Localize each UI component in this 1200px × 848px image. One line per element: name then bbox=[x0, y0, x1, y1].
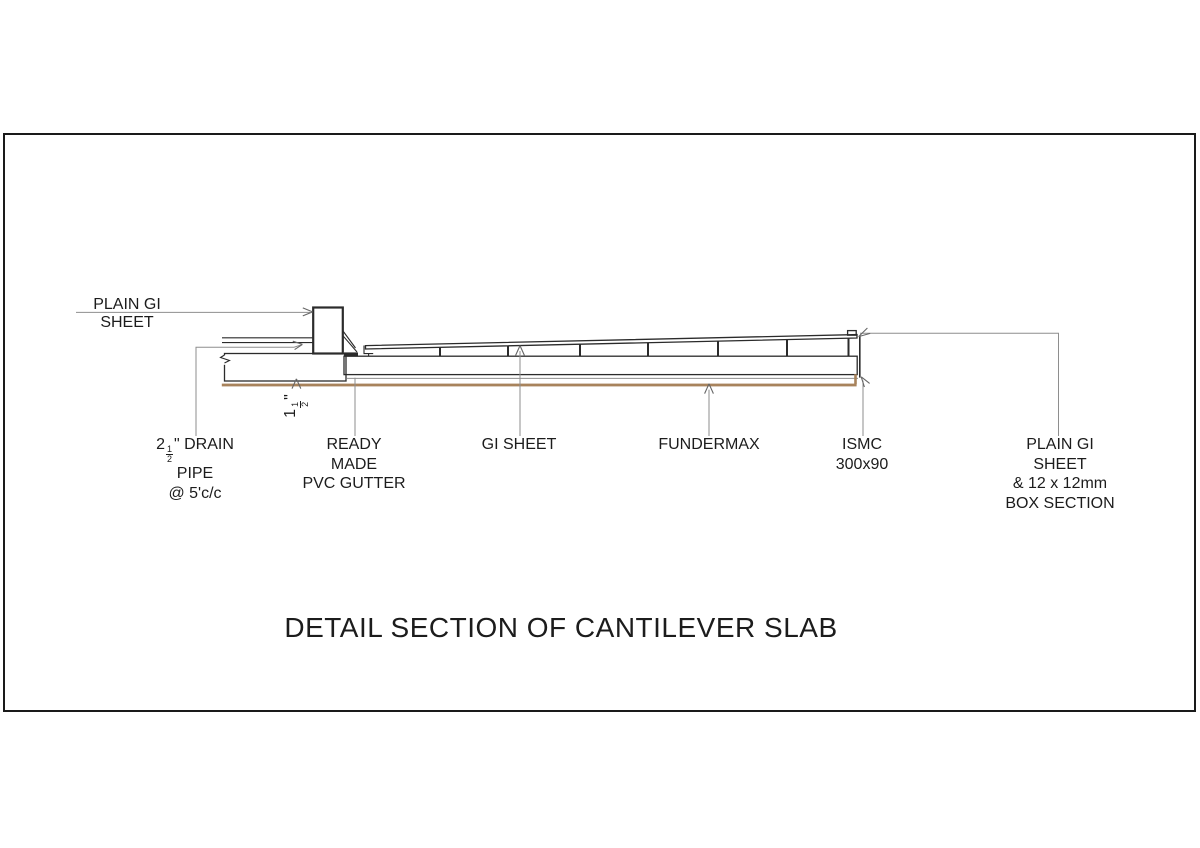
label-line: SHEET bbox=[1033, 455, 1087, 473]
roof-posts bbox=[440, 339, 849, 357]
label-line: ISMC bbox=[842, 436, 882, 453]
concrete-slab bbox=[218, 354, 347, 382]
flashing-lines bbox=[222, 338, 313, 343]
label-line: READY bbox=[326, 436, 382, 453]
label-plain-gi-sheet-left bbox=[57, 296, 197, 332]
label-line: BOX SECTION bbox=[1005, 494, 1115, 512]
leader-plain-gi-right bbox=[859, 328, 1059, 436]
label-gi-sheet bbox=[459, 435, 579, 455]
label-line: FUNDERMAX bbox=[658, 436, 760, 453]
label-pvc-gutter bbox=[274, 435, 434, 494]
hatched-slab-band bbox=[344, 336, 860, 378]
dim-text: 1 1 2 " bbox=[282, 394, 310, 418]
label-line: PLAIN GI bbox=[1026, 436, 1094, 453]
label-line: MADE bbox=[330, 455, 378, 473]
label-line: PVC GUTTER bbox=[302, 475, 406, 492]
gi-sheet-roof bbox=[364, 331, 857, 357]
fraction: $\frac{1}{2}$ bbox=[166, 444, 172, 464]
label-line: 300x90 bbox=[835, 455, 889, 473]
gutter-flashing bbox=[343, 331, 358, 357]
label-line: 2 $\frac{1}{2}$ " DRAIN bbox=[156, 436, 234, 464]
parapet-upstand bbox=[313, 308, 343, 354]
label-line: & 12 x 12mm bbox=[1012, 475, 1108, 492]
label-line: SHEET bbox=[100, 314, 154, 331]
label-drain-pipe bbox=[125, 435, 265, 503]
label-ismc bbox=[802, 435, 922, 474]
thickness-dimension bbox=[274, 380, 318, 432]
label-plain-gi-sheet-right bbox=[980, 435, 1140, 513]
leader-gi-sheet bbox=[516, 346, 525, 436]
label-line: @ 5'c/c bbox=[168, 484, 222, 502]
fraction: 1 2 bbox=[290, 401, 310, 407]
label-line: GI SHEET bbox=[481, 436, 557, 453]
drawing-title: DETAIL SECTION OF CANTILEVER SLAB bbox=[284, 612, 838, 643]
label-fundermax bbox=[629, 435, 789, 455]
label-line: PIPE bbox=[176, 465, 214, 482]
leader-fundermax bbox=[705, 384, 714, 436]
leader-ismc bbox=[861, 377, 869, 436]
label-line: PLAIN GI bbox=[93, 296, 161, 313]
